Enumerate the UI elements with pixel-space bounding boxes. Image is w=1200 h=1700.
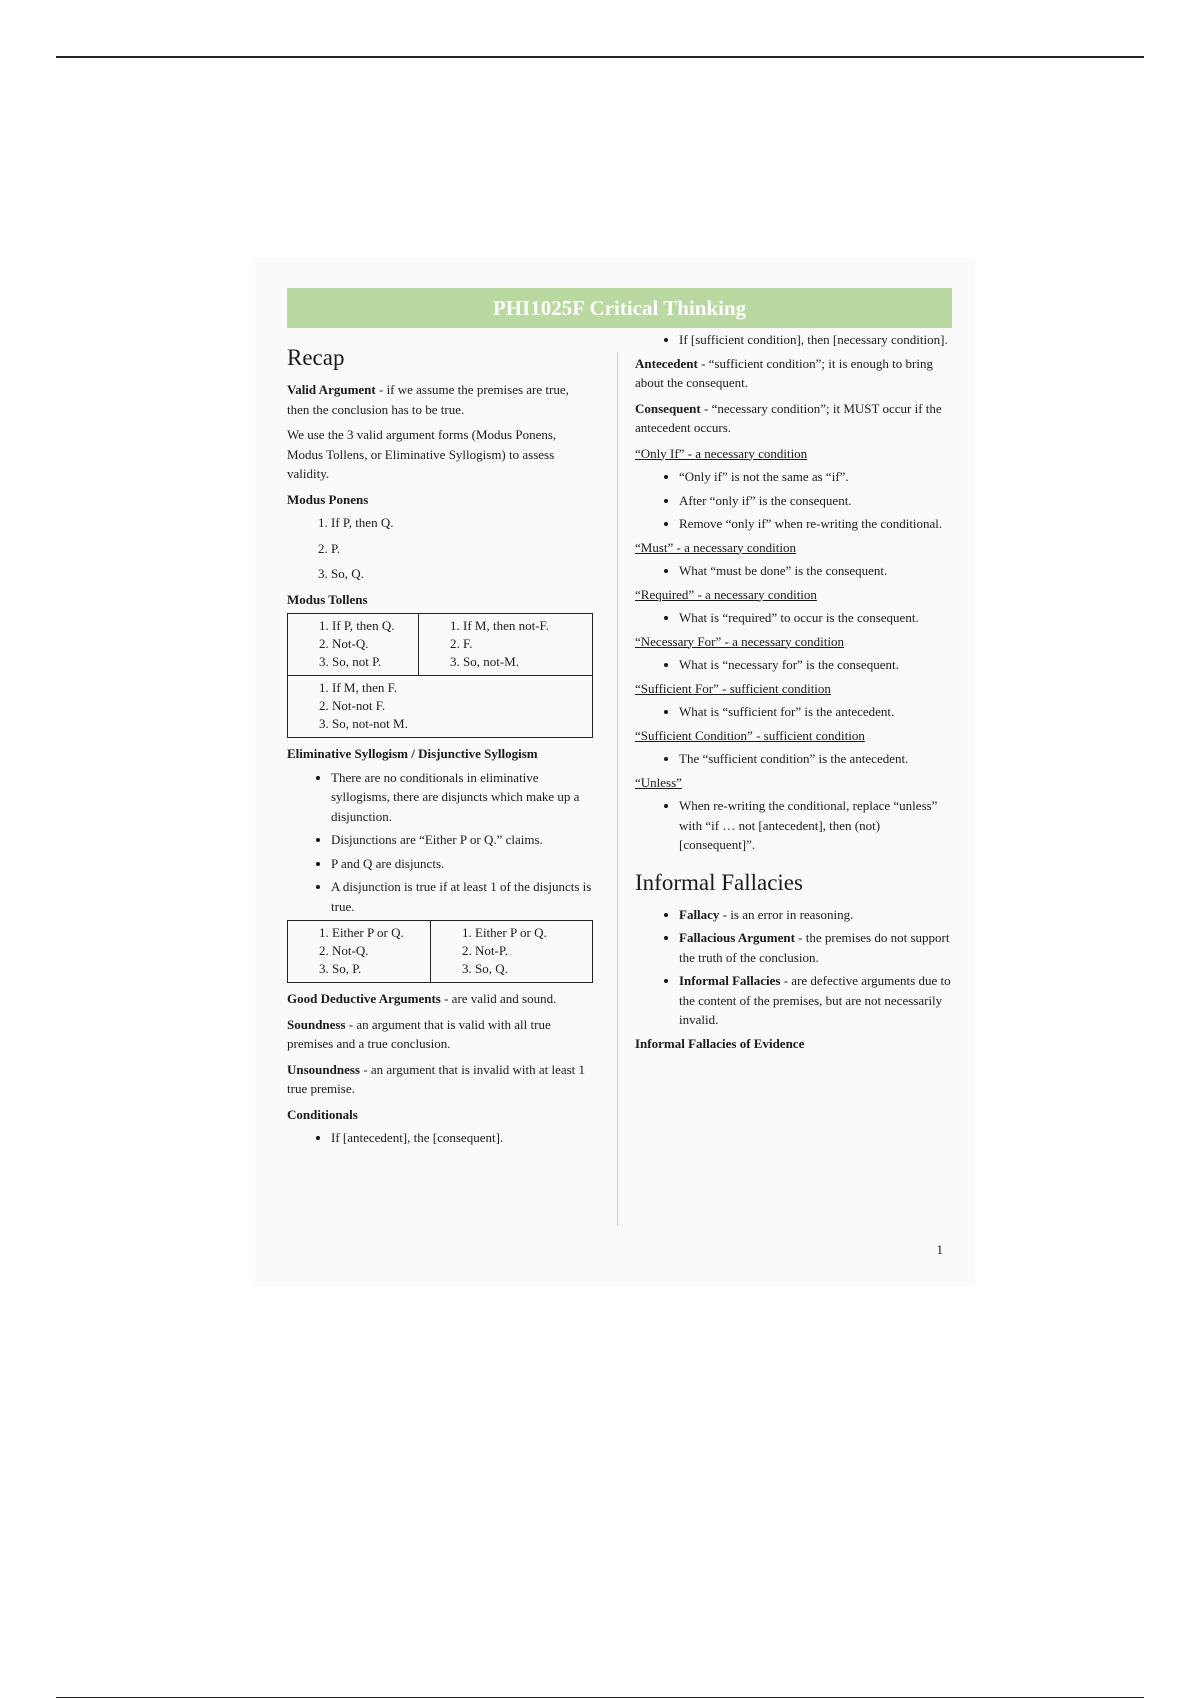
modus-ponens-list (287, 513, 593, 584)
list-item: • What is “necessary for” is the consequent. (679, 655, 953, 675)
list-item: 3. So, not-M. (463, 653, 592, 671)
list-item: 1. If P, then Q. (332, 617, 418, 635)
list-item: • The “sufficient condition” is the antecedent. (679, 749, 953, 769)
antecedent-text: - “sufficient condition”; it is enough to bring about the consequent. (635, 355, 933, 390)
list-item: 1. If M, then F. (332, 679, 592, 697)
eliminative-syllogism-heading: Eliminative Syllogism / Disjunctive Syllogism (287, 746, 538, 761)
list-item: • If [sufficient condition], then [necessary condition]. (679, 330, 953, 350)
unless-list (635, 796, 953, 855)
must-list (635, 561, 953, 581)
modus-tollens-heading: Modus Tollens (287, 591, 368, 607)
top-rule (56, 56, 1144, 58)
list-item: 3. So, P. (332, 960, 430, 978)
modus-ponens-heading: Modus Ponens (287, 491, 369, 507)
left-column (287, 330, 593, 1152)
fallacious-argument-term: Fallacious Argument (679, 930, 795, 945)
sufficient-condition-heading: “Sufficient Condition” - sufficient condition (635, 727, 865, 743)
modus-tollens-box-3 (288, 676, 593, 738)
list-item (679, 971, 953, 1030)
soundness-term: Soundness (287, 1016, 346, 1032)
list-item: • “Only if” is not the same as “if”. (679, 467, 953, 487)
informal-fallacies-text: - are defective arguments due to the content of the premises, but are not necessarily invalid. (679, 973, 951, 1027)
required-heading: “Required” - a necessary condition (635, 586, 817, 602)
list-item: • When re-writing the conditional, replace “unless” with “if … not [antecedent], then (not) [consequent]”. (679, 796, 953, 855)
list-item: 3. So, not-not M. (332, 715, 592, 733)
list-item: 3. So, not P. (332, 653, 418, 671)
list-item (679, 905, 953, 925)
conditional-form-list (635, 330, 953, 350)
fallacious-argument-text: - the premises do not support the truth of the conclusion. (679, 930, 950, 965)
list-item: • There are no conditionals in eliminative syllogisms, there are disjuncts which make up a disjunction. (331, 768, 593, 827)
eliminative-syllogism-list (287, 768, 593, 917)
list-item: • What is “sufficient for” is the antecedent. (679, 702, 953, 722)
informal-fallacies-list (635, 905, 953, 1030)
list-item: 1. If M, then not-F. (463, 617, 592, 635)
consequent-text: - “necessary condition”; it MUST occur if the antecedent occurs. (635, 400, 942, 435)
list-item: • A disjunction is true if at least 1 of the disjuncts is true. (331, 877, 593, 916)
eliminative-syllogism-table (287, 920, 593, 983)
soundness-text: - an argument that is valid with all true premises and a true conclusion. (287, 1016, 551, 1051)
unsoundness-definition (287, 1060, 593, 1099)
valid-argument-text: - if we assume the premises are true, then the conclusion has to be true. (287, 382, 569, 417)
necessary-for-list (635, 655, 953, 675)
page-number: 1 (936, 1242, 943, 1257)
informal-fallacies-term: Informal Fallacies (679, 973, 781, 988)
only-if-list (635, 467, 953, 534)
valid-argument-term: Valid Argument (287, 382, 376, 397)
list-item: • Disjunctions are “Either P or Q.” claims. (331, 830, 593, 850)
unsoundness-text: - an argument that is invalid with at least 1 true premise. (287, 1061, 586, 1096)
document-page (255, 258, 975, 1286)
page-title: PHI1025F Critical Thinking (287, 288, 952, 328)
sufficient-condition-list (635, 749, 953, 769)
list-item (679, 928, 953, 967)
fallacy-term: Fallacy (679, 906, 720, 922)
bottom-rule (56, 1697, 1144, 1698)
soundness-definition (287, 1015, 593, 1054)
list-item: • What “must be done” is the consequent. (679, 561, 953, 581)
unless-heading: “Unless” (635, 774, 682, 790)
right-column (635, 330, 953, 1057)
eliminative-box-1 (288, 921, 431, 983)
conditionals-heading: Conditionals (287, 1106, 358, 1122)
list-item: 3. So, Q. (331, 564, 593, 584)
must-heading: “Must” - a necessary condition (635, 539, 797, 555)
argument-forms-text: We use the 3 valid argument forms (Modus Ponens, Modus Tollens, or Eliminative Syllogism) to assess validity. (287, 427, 557, 481)
antecedent-definition (635, 354, 953, 393)
list-item: 2. F. (463, 635, 592, 653)
list-item: 1. Either P or Q. (332, 924, 430, 942)
list-item: 2. Not-Q. (332, 942, 430, 960)
good-deductive-text: - are valid and sound. (440, 991, 557, 1006)
informal-fallacies-heading: Informal Fallacies (635, 869, 803, 895)
only-if-heading: “Only If” - a necessary condition (635, 445, 808, 461)
list-item: 3. So, Q. (475, 960, 592, 978)
list-item: • Remove “only if” when re-writing the conditional. (679, 514, 953, 534)
list-item: 2. Not-P. (475, 942, 592, 960)
fallacy-text: - is an error in reasoning. (719, 906, 854, 922)
modus-tollens-box-2 (419, 614, 593, 676)
list-item: • What is “required” to occur is the consequent. (679, 608, 953, 628)
list-item: • P and Q are disjuncts. (331, 854, 593, 874)
eliminative-box-2 (431, 921, 593, 983)
list-item: 2. P. (331, 539, 593, 559)
list-item: 1. If P, then Q. (331, 513, 593, 533)
modus-tollens-box-1 (288, 614, 419, 676)
list-item: 2. Not-Q. (332, 635, 418, 653)
consequent-term: Consequent (635, 400, 701, 416)
good-deductive-definition (287, 989, 593, 1009)
list-item: 2. Not-not F. (332, 697, 592, 715)
recap-heading: Recap (287, 345, 345, 370)
sufficient-for-heading: “Sufficient For” - sufficient condition (635, 680, 831, 696)
list-item: 1. Either P or Q. (475, 924, 592, 942)
valid-argument-definition (287, 380, 593, 419)
list-item: • If [antecedent], the [consequent]. (331, 1128, 593, 1148)
fallacies-of-evidence-heading: Informal Fallacies of Evidence (635, 1035, 805, 1051)
conditionals-list (287, 1128, 593, 1148)
good-deductive-term: Good Deductive Arguments (287, 991, 441, 1006)
list-item: • After “only if” is the consequent. (679, 491, 953, 511)
sufficient-for-list (635, 702, 953, 722)
consequent-definition (635, 399, 953, 438)
unsoundness-term: Unsoundness (287, 1061, 360, 1077)
modus-tollens-table (287, 613, 593, 738)
antecedent-term: Antecedent (635, 355, 698, 371)
required-list (635, 608, 953, 628)
necessary-for-heading: “Necessary For” - a necessary condition (635, 633, 844, 649)
column-divider (617, 352, 618, 1226)
